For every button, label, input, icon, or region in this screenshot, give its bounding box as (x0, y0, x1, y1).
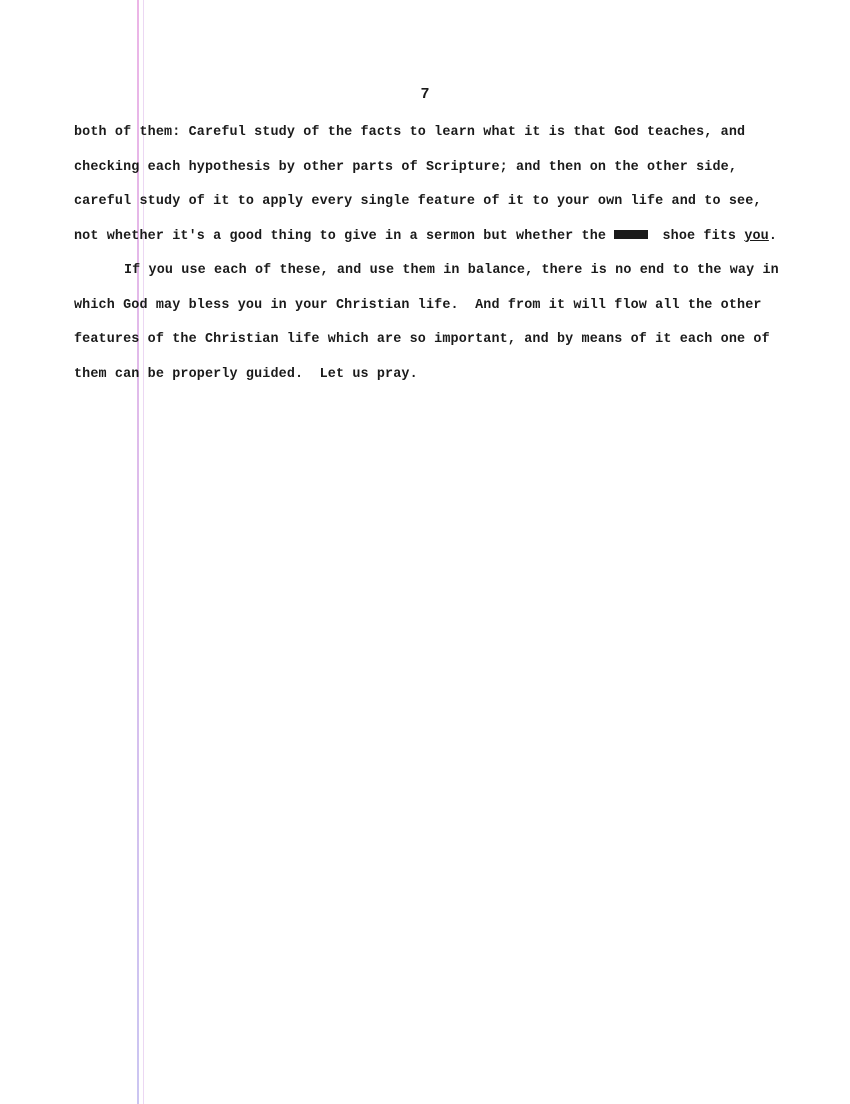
paragraph-2-line-2: which God may bless you in your Christian life. And from it will flow all the other (74, 297, 762, 313)
paragraph-1-line-1: both of them: Careful study of the facts to learn what it is that God teaches, and (74, 125, 746, 140)
body-text (74, 116, 804, 392)
line-4-text-middle: shoe fits (654, 228, 745, 244)
page-number: 7 (420, 86, 430, 103)
paragraph-2-line-1: If you use each of these, and use them in balance, there is no end to the way in (124, 263, 779, 278)
paragraph-2-line-3: features of the Christian life which are so important, and by means of it each one of (74, 332, 770, 347)
underlined-word: you (744, 228, 769, 244)
struck-out-word (614, 230, 648, 239)
paragraph-1-line-4 (74, 220, 804, 255)
paragraph-1-line-3: careful study of it to apply every single feature of it to your own life and to see, (74, 194, 762, 209)
paragraph-2-line-4: them can be properly guided. Let us pray. (74, 366, 418, 382)
line-4-text-start: not whether it's a good thing to give in a sermon but whether the (74, 228, 607, 244)
paragraph-1-line-2: checking each hypothesis by other parts of Scripture; and then on the other side, (74, 159, 738, 175)
line-4-period: . (768, 228, 778, 244)
